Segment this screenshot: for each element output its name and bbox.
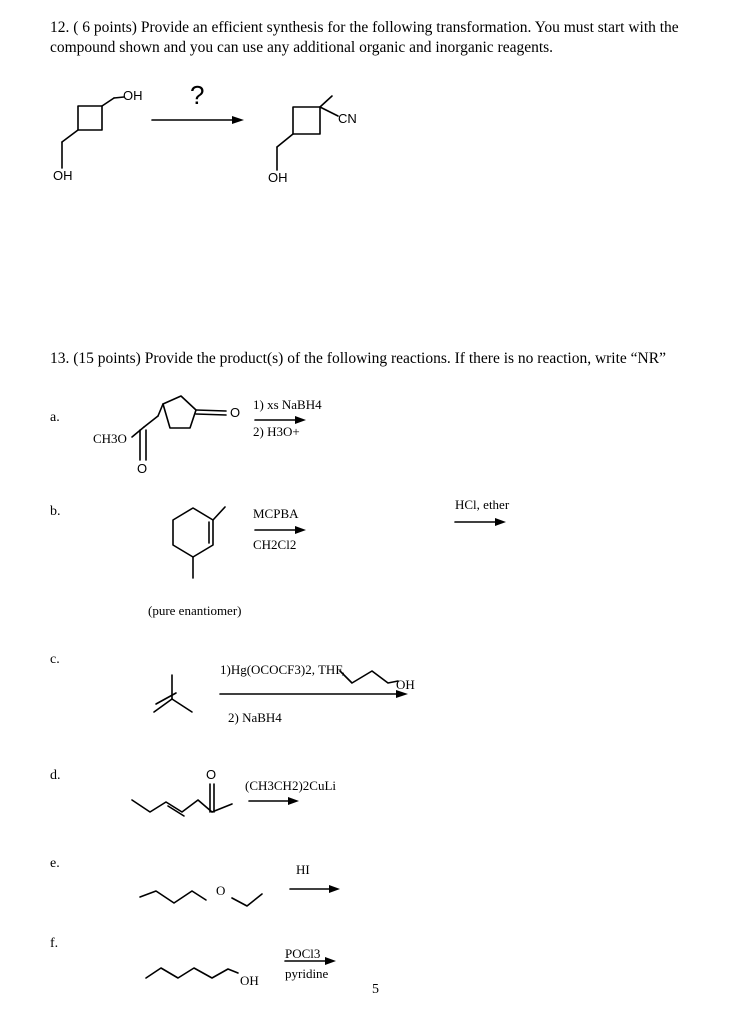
f-reagent-bottom: pyridine <box>285 966 329 981</box>
label-b: b. <box>50 504 61 519</box>
arrow-b <box>255 526 306 534</box>
a-reagent-1: 1) xs NaBH4 <box>253 397 322 412</box>
structure-e <box>140 891 262 906</box>
structure-d <box>132 784 232 816</box>
question-12-text: 12. ( 6 points) Provide an efficient synthesis for the following transformation. You must start with the compound shown and you can use any additional organic and inorganic reagents. <box>50 19 679 56</box>
arrow-c <box>220 690 408 698</box>
c-alcohol-oh: OH <box>396 677 415 692</box>
question-mark: ? <box>190 80 205 110</box>
label-d: d. <box>50 768 61 783</box>
label-f: f. <box>50 936 59 951</box>
label-a: a. <box>50 410 60 425</box>
label-c: c. <box>50 652 60 667</box>
q12-reaction-arrow <box>152 116 244 124</box>
a-ketone-o: O <box>230 405 241 420</box>
a-carbonyl-o: O <box>137 461 148 476</box>
b-note: (pure enantiomer) <box>148 603 242 618</box>
structure-f <box>146 968 238 978</box>
start-oh-bottom-label: OH <box>53 168 73 183</box>
arrow-e <box>290 885 340 893</box>
page-number: 5 <box>372 982 379 997</box>
d-reagent: (CH3CH2)2CuLi <box>245 778 336 793</box>
d-carbonyl-o: O <box>206 767 217 782</box>
structure-a <box>132 396 226 460</box>
e-ether-o: O <box>216 883 226 898</box>
structure-c <box>154 675 192 712</box>
a-reagent-2: 2) H3O+ <box>253 424 300 439</box>
arrow-b-second <box>455 518 506 526</box>
alcohol-c-structure <box>340 671 398 683</box>
f-oh: OH <box>240 973 259 988</box>
structure-b <box>173 507 225 578</box>
product-oh-label: OH <box>268 170 288 185</box>
b-reagent-top: MCPBA <box>253 506 299 521</box>
product-structure <box>277 96 338 170</box>
question-13-text: 13. (15 points) Provide the product(s) of the following reactions. If there is no reaction, write “NR” <box>50 350 666 367</box>
e-reagent: HI <box>296 862 310 877</box>
start-oh-top-label: OH <box>123 88 143 103</box>
b-second-reagent: HCl, ether <box>455 497 510 512</box>
a-substituent: CH3O <box>93 431 127 446</box>
c-reagent-1: 1)Hg(OCOCF3)2, THF, <box>220 662 345 677</box>
label-e: e. <box>50 856 60 871</box>
arrow-d <box>249 797 299 805</box>
b-reagent-bottom: CH2Cl2 <box>253 537 297 552</box>
c-reagent-2: 2) NaBH4 <box>228 710 282 725</box>
f-reagent-top: POCl3 <box>285 946 321 961</box>
product-cn-label: CN <box>338 111 357 126</box>
starting-material-structure <box>62 97 124 168</box>
arrow-a <box>255 416 306 424</box>
